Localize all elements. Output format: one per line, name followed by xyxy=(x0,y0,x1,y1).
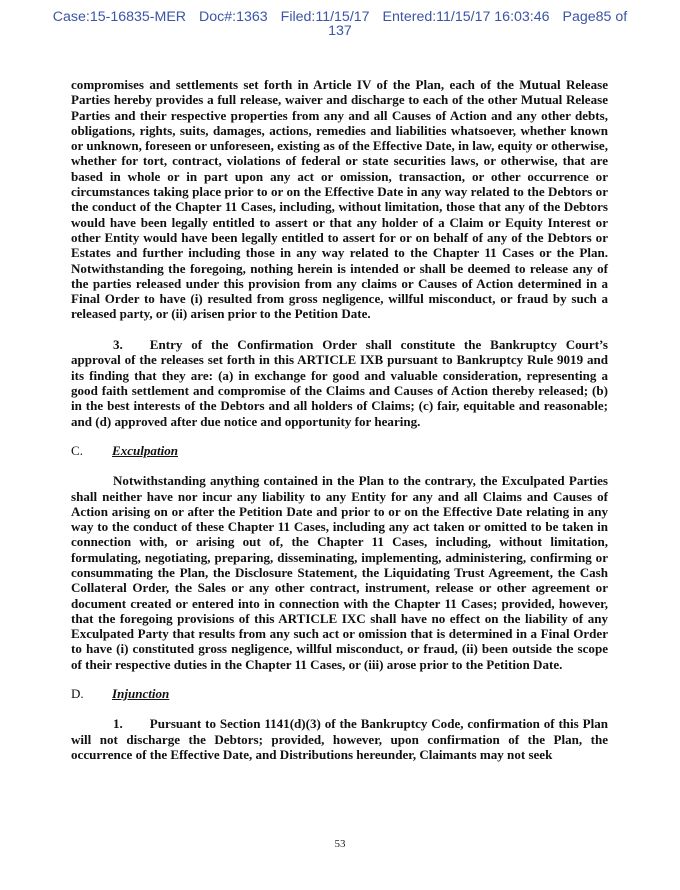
case-number: Case:15-16835-MER xyxy=(52,9,187,25)
ecf-header-line-1 xyxy=(0,10,680,24)
item-3-text: Entry of the Confirmation Order shall constitute the Bankruptcy Court’s approval of the releases set forth in this ARTICLE IXB pursuant to Bankruptcy Rule 9019 and its finding that they are: (a) in exchange for good and valuable consideration, representing a good faith settlement and compromise of the Claims and Causes of Action thereby released; (b) in the best interests of the Debtors and all holders of Claims; (c) fair, equitable and reasonable; and (d) approved after due notice and opportunity for hearing. xyxy=(71,337,608,429)
page-number: 53 xyxy=(334,838,346,850)
section-c-letter: C. xyxy=(71,442,83,458)
injunction-paragraph xyxy=(71,716,608,762)
section-c-title: Exculpation xyxy=(112,442,178,458)
injunction-text: Pursuant to Section 1141(d)(3) of the Bankruptcy Code, confirmation of this Plan will not discharge the Debtors; provided, however, upon confirmation of the Plan, the occurrence of the Effective Date, and Distributions hereunder, Claimants may not seek xyxy=(71,716,608,762)
exculpation-paragraph: Notwithstanding anything contained in the Plan to the contrary, the Exculpated Parties shall neither have nor incur any liability to any Entity for any and all Claims and Causes of Action arising on or after the Petition Date and prior to or on the Effective Date relating in any way to the conduct of these Chapter 11 Cases, including any act taken or omitted to be taken in connection with, or arising out of, the Chapter 11 Cases, including, without limitation, formulating, negotiating, preparing, disseminating, implementing, administering, confirming or consummating the Plan, the Disclosure Statement, the Liquidating Trust Agreement, the Cash Collateral Order, the Sales or any other contract, instrument, release or other agreement or document created or entered into in connection with the Chapter 11 Cases; provided, however, that the foregoing provisions of this ARTICLE IXC shall have no effect on the liability of any Exculpated Party that results from any such act or omission that is determined in a Final Order to have (i) constituted gross negligence, willful misconduct, or fraud, (ii) been outside the scope of their respective duties in the Chapter 11 Cases, or (iii) arose prior to the Petition Date. xyxy=(71,473,608,672)
section-c-heading xyxy=(71,443,608,458)
item-3-paragraph xyxy=(71,337,608,429)
section-d-letter: D. xyxy=(71,686,84,702)
document-body xyxy=(71,77,608,762)
total-pages: 137 xyxy=(328,23,352,39)
section-d-heading xyxy=(71,686,608,701)
item-3-number: 3. xyxy=(113,337,123,353)
document-number: Doc#:1363 xyxy=(199,9,268,25)
ecf-filing-header xyxy=(0,10,680,38)
filed-date: Filed:11/15/17 xyxy=(280,9,370,25)
page-of-label: Page85 of xyxy=(562,9,628,25)
section-d-title: Injunction xyxy=(112,686,170,702)
entered-date: Entered:11/15/17 16:03:46 xyxy=(382,9,550,25)
release-paragraph: compromises and settlements set forth in Article IV of the Plan, each of the Mutual Release Parties hereby provides a full release, waiver and discharge to each of the other Mutual Release Parties and their respective properties from any and all Causes of Action and any other debts, obligations, rights, suits, damages, actions, remedies and liabilities whatsoever, whether known or unknown, foreseen or unforeseen, existing as of the Effective Date, in law, equity or otherwise, whether for tort, contract, violations of federal or state securities laws, or otherwise, that are based in whole or in part upon any act or omission, transaction, or other occurrence or circumstances taking place prior to or on the Effective Date in any way related to the Debtors or the conduct of the Chapter 11 Cases, including, without limitation, those that any of the Debtors would have been legally entitled to assert or that any holder of a Claim or Equity Interest or other Entity would have been legally entitled to assert for or on behalf of any of the Debtors or Estates and further including those in any way related to the Chapter 11 Cases or the Plan. Notwithstanding the foregoing, nothing herein is intended or shall be deemed to release any of the parties released under this provision from any claims or Causes of Action determined in a Final Order to have (i) resulted from gross negligence, willful misconduct, or fraud by such a released party, or (ii) arisen prior to the Petition Date. xyxy=(71,77,608,322)
injunction-item-number: 1. xyxy=(113,716,123,732)
